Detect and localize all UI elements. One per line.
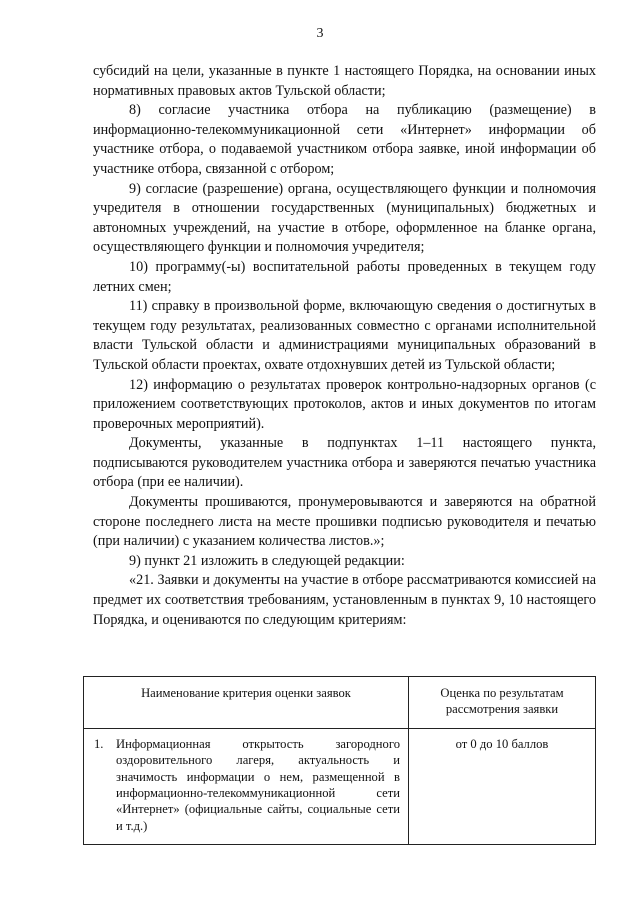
- table-row: [84, 728, 596, 844]
- paragraph: 8) согласие участника отбора на публикацию (размещение) в информационно-телекоммуникационной сети «Интернет» информации об участнике отбора, о подаваемой участником отбора заявке, иной информации об участнике отбора, связанной с отбором;: [93, 102, 596, 177]
- paragraph: 10) программу(-ы) воспитательной работы проведенных в текущем году летних смен;: [93, 258, 596, 295]
- paragraph: 9) пункт 21 изложить в следующей редакции:: [129, 552, 405, 569]
- criterion-cell: [84, 728, 409, 844]
- paragraph: 12) информацию о результатах проверок контрольно-надзорных органов (с приложением соответствующих протоколов, актов и иных документов по итогам проверочных мероприятий).: [93, 376, 596, 432]
- paragraph: Документы прошиваются, пронумеровываются и заверяются на обратной стороне последнего листа на месте прошивки подписью руководителя и печатью (при наличии) с указанием количества листов.»;: [93, 494, 596, 550]
- paragraph: Документы, указанные в подпунктах 1–11 настоящего пункта, подписываются руководителем участника отбора и заверяются печатью участника отбора (при ее наличии).: [93, 435, 596, 491]
- table-header-row: [84, 677, 596, 729]
- score-cell: от 0 до 10 баллов: [409, 728, 596, 844]
- document-body: [93, 62, 596, 630]
- paragraph: 11) справку в произвольной форме, включающую сведения о достигнутых в текущем году результатах, реализованных совместно с органами исполнительной власти Тульской области и администрациями муниципальных образований в Тульской области проектах, охвате отдохнувших детей из Тульской области;: [93, 298, 596, 373]
- paragraph: субсидий на цели, указанные в пункте 1 настоящего Порядка, на основании иных нормативных правовых актов Тульской области;: [93, 63, 596, 99]
- paragraph: «21. Заявки и документы на участие в отборе рассматриваются комиссией на предмет их соответствия требованиям, установленным в пунктах 9, 10 настоящего Порядка, и оцениваются по следующим критериям:: [93, 572, 596, 628]
- header-score: Оценка по результатам рассмотрения заявки: [409, 677, 596, 729]
- paragraph: 9) согласие (разрешение) органа, осуществляющего функции и полномочия учредителя в отношении государственных (муниципальных) бюджетных и автономных учреждений, на участие в отборе, оформленное на бланке органа, осуществляющего функции и полномочия учредителя;: [93, 180, 596, 256]
- criteria-table: [83, 676, 596, 845]
- row-number: 1.: [94, 736, 104, 751]
- criterion-text: Информационная открытость загородного оздоровительного лагеря, актуальность и значимость информации о нем, размещенной в информационно-телекоммуникационной сети «Интернет» (официальные сайты, социальные сети и т.д.): [116, 736, 400, 833]
- page-number: 3: [316, 26, 324, 41]
- header-criterion: Наименование критерия оценки заявок: [84, 677, 409, 729]
